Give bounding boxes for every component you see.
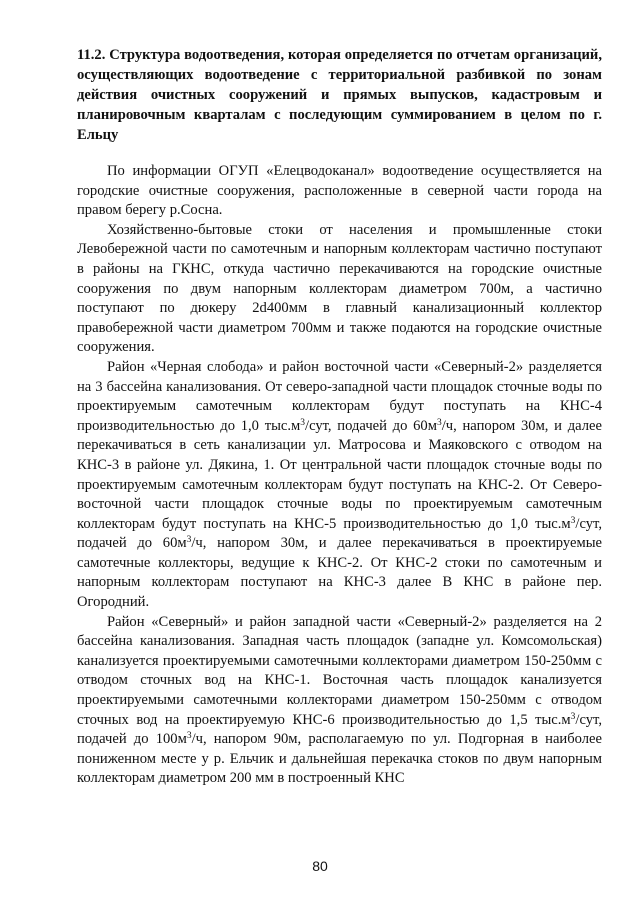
body-text bbox=[77, 162, 602, 789]
superscript-3: 3 bbox=[186, 535, 192, 546]
paragraph-2: Хозяйственно-бытовые стоки от населения и промышленные стоки Левобережной части по самотечным и напорным коллекторам частично поступают в районы на ГКНС, откуда частично перекачиваются на городские очистные сооружения по двум напорным коллекторам диаметром 700м, а частично поступают по дюкеру 2d400мм в главный канализационный коллектор правобережной части диаметром 700мм и также подаются на городские очистные сооружения. bbox=[77, 221, 602, 356]
paragraph-3-text: /ч, напором 30м, и далее перекачиваться в сеть канализации ул. Матросова и Маяковского с отводом на КНС-3 в районе ул. Дякина, 1. От центральной части площадок сточные воды по проектируемым самотечным коллекторам будут поступать на КНС-2. От Северо-восточной части площадок сточные воды по проектируемым самотечным коллекторам будут поступать на КНС-5 производительностью до 1,0 тыс.м bbox=[77, 417, 602, 532]
paragraph-1: По информации ОГУП «Елецводоканал» водоотведение осуществляется на городские очистные сооружения, расположенные в северной части города на правом берегу р.Сосна. bbox=[77, 163, 602, 219]
superscript-3: 3 bbox=[570, 515, 576, 526]
paragraph-3-text: /ч, напором 30м, и далее перекачиваться в проектируемые самотечные коллекторы, ведущие к КНС-2. От КНС-2 стоки по самотечным и напорным коллекторам поступают на КНС-3 далее В КНС в районе пер. Огородний. bbox=[77, 535, 602, 611]
section-heading: 11.2. Структура водоотведения, которая определяется по отчетам организаций, осуществляющих водоотведение с территориальной разбивкой по зонам действия очистных сооружений и прямых выпусков, кадастровым и планировочным кварталам с последующим суммированием в целом по г. Ельцу bbox=[77, 47, 602, 143]
paragraph-4-text: Район «Северный» и район западной части «Северный-2» разделяется на 2 бассейна канализования. Западная часть площадок (западне ул. Комсомольская) канализуется проектируемыми самотечными коллекторами диаметром 150-250мм с отводом сточных вод на КНС-1. Восточная часть площадок канализуется проектируемыми самотечными коллекторами диаметром 150-250мм с отводом сточных вод на проектируемую КНС-6 производительностью до 1,5 тыс.м bbox=[77, 613, 602, 728]
superscript-3: 3 bbox=[570, 711, 576, 722]
superscript-3: 3 bbox=[300, 417, 306, 428]
paragraph-3-text: /сут, подачей до 60м bbox=[305, 417, 437, 434]
paragraph-4-text: /ч, напором 90м, располагаемую по ул. Подгорная в наиболее пониженном месте у р. Ельчик и дальнейшая перекачка стоков по двум напорным коллекторам диаметром 200 мм в построенный КНС bbox=[77, 731, 603, 787]
superscript-3: 3 bbox=[186, 731, 192, 741]
paragraph-3 bbox=[77, 358, 602, 613]
paragraph-3-text: Район «Черная слобода» и район восточной части «Северный-2» разделяется на 3 бассейна канализования. От северо-западной части площадок сточные воды по проектируемым самотечным коллекторам будут поступать на КНС-4 производительностью до 1,0 тыс.м bbox=[77, 358, 602, 434]
paragraph-3-text: /сут, подачей до 60м bbox=[77, 515, 602, 552]
superscript-3: 3 bbox=[436, 417, 442, 428]
page-number: 80 bbox=[312, 858, 328, 874]
paragraph-4 bbox=[77, 613, 602, 789]
paragraph-4-text: /сут, подачей до 100м bbox=[77, 711, 602, 748]
